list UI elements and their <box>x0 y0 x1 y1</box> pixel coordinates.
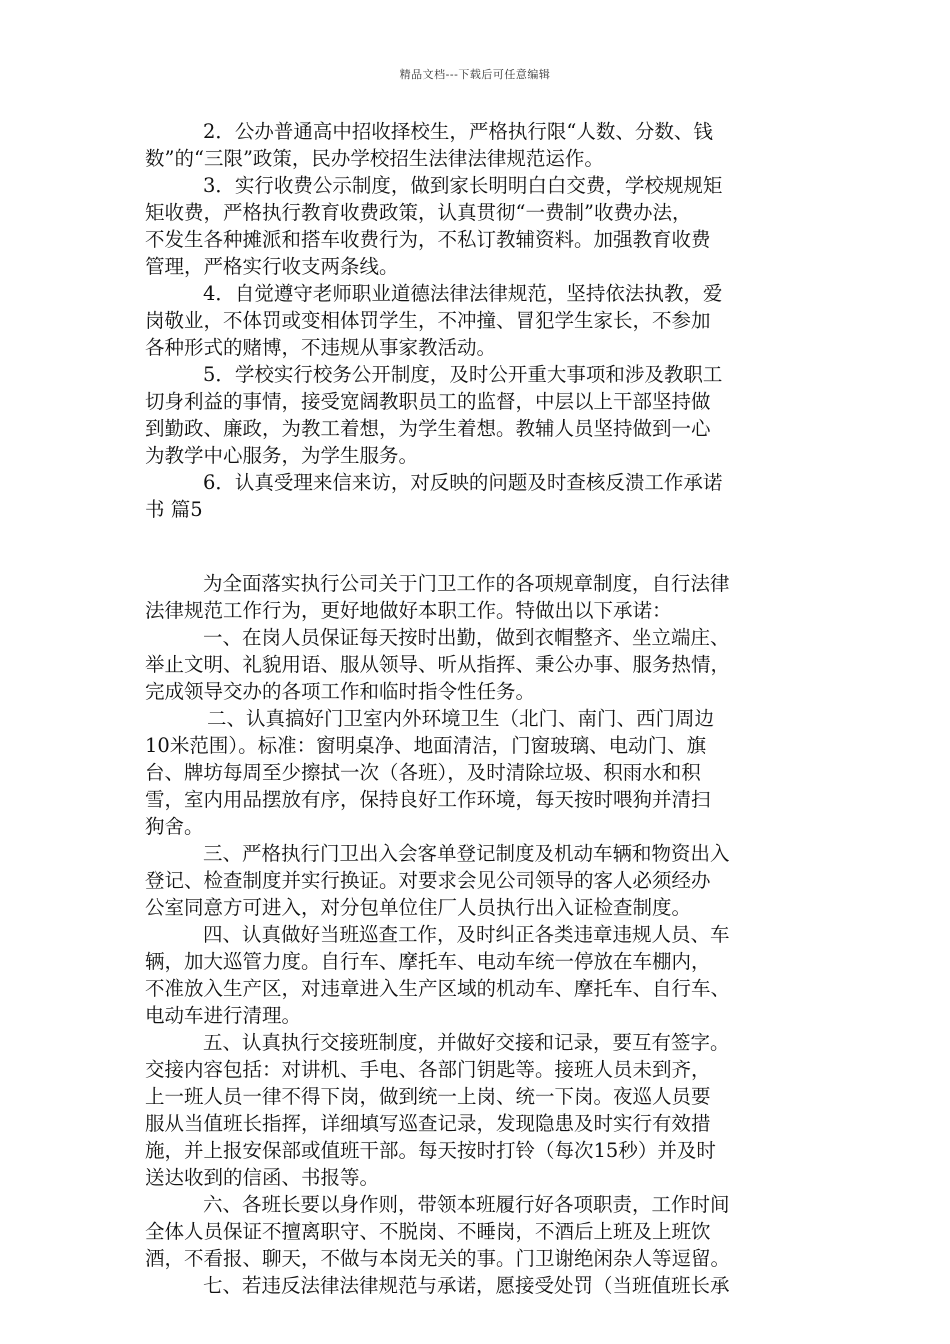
paragraph-line: 全体人员保证不擅离职守、不脱岗、不睡岗，不酒后上班及上班饮 <box>145 1220 711 1243</box>
paragraph-line: 狗舍。 <box>145 815 204 838</box>
paragraph-line: 法律规范工作行为，更好地做好本职工作。特做出以下承诺： <box>145 599 672 622</box>
paragraph-line: 服从当值班长指挥，详细填写巡查记录，发现隐患及时实行有效措 <box>145 1112 711 1135</box>
paragraph-line: 不准放入生产区，对违章进入生产区域的机动车、摩托车、自行车、 <box>145 977 731 1000</box>
paragraph-line: 二、认真搞好门卫室内外环境卫生（北门、南门、西门周边 <box>207 707 715 730</box>
page-header: 精品文档---下载后可任意编辑 <box>399 68 551 81</box>
paragraph-line: 不发生各种摊派和搭车收费行为，不私订教辅资料。加强教育收费 <box>145 228 711 251</box>
paragraph-line: 3．实行收费公示制度，做到家长明明白白交费，学校规规矩 <box>203 174 723 197</box>
paragraph-line: 数”的“三限”政策，民办学校招生法律法律规范运作。 <box>145 147 604 170</box>
paragraph-line: 辆，加大巡管力度。自行车、摩托车、电动车统一停放在车棚内， <box>145 950 711 973</box>
paragraph-line: 四、认真做好当班巡查工作，及时纠正各类违章违规人员、车 <box>203 923 730 946</box>
paragraph-line: 上一班人员一律不得下岗，做到统一上岗、统一下岗。夜巡人员要 <box>145 1085 711 1108</box>
paragraph-line: 10米范围）。标准：窗明桌净、地面清洁，门窗玻璃、电动门、旗 <box>145 734 707 757</box>
paragraph-line: 一、在岗人员保证每天按时出勤，做到衣帽整齐、坐立端庄、 <box>203 626 730 649</box>
paragraph-line: 书 篇5 <box>145 498 203 521</box>
paragraph-line: 为教学中心服务，为学生服务。 <box>145 444 419 467</box>
commitment-section-school <box>145 118 821 523</box>
paragraph-line: 酒，不看报、聊天，不做与本岗无关的事。门卫谢绝闲杂人等逗留。 <box>145 1247 731 1270</box>
paragraph-line: 为全面落实执行公司关于门卫工作的各项规章制度，自行法律 <box>203 572 730 595</box>
paragraph-line: 七、若违反法律法律规范与承诺，愿接受处罚（当班值班长承 <box>203 1274 730 1297</box>
paragraph-line: 5．学校实行校务公开制度，及时公开重大事项和涉及教职工 <box>203 363 723 386</box>
paragraph-line: 施，并上报安保部或值班干部。每天按时打铃（每次15秒）并及时 <box>145 1139 716 1162</box>
paragraph-line: 交接内容包括：对讲机、手电、各部门钥匙等。接班人员未到齐， <box>145 1058 711 1081</box>
paragraph-line: 管理，严格实行收支两条线。 <box>145 255 399 278</box>
paragraph-line: 完成领导交办的各项工作和临时指令性任务。 <box>145 680 536 703</box>
paragraph-line: 台、牌坊每周至少擦拭一次（各班），及时清除垃圾、积雨水和积 <box>145 761 701 784</box>
paragraph-line: 切身利益的事情，接受宽阔教职员工的监督，中层以上干部坚持做 <box>145 390 711 413</box>
paragraph-line: 登记、检查制度并实行换证。对要求会见公司领导的客人必须经办 <box>145 869 711 892</box>
paragraph-line: 五、认真执行交接班制度，并做好交接和记录，要互有签字。 <box>203 1031 730 1054</box>
commitment-section-gate <box>145 570 821 1299</box>
paragraph-line: 2．公办普通高中招收择校生，严格执行限“人数、分数、钱 <box>203 120 713 143</box>
paragraph-line: 各种形式的赌博，不违规从事家教活动。 <box>145 336 497 359</box>
paragraph-line: 6．认真受理来信来访，对反映的问题及时查核反溃工作承诺 <box>203 471 723 494</box>
paragraph-line: 4．自觉遵守老师职业道德法律法律规范，坚持依法执教，爱 <box>203 282 723 305</box>
paragraph-line: 电动车进行清理。 <box>145 1004 302 1027</box>
paragraph-line: 举止文明、礼貌用语、服从领导、听从指挥、秉公办事、服务热情， <box>145 653 731 676</box>
paragraph-line: 六、各班长要以身作则，带领本班履行好各项职责，工作时间 <box>203 1193 730 1216</box>
paragraph-line: 送达收到的信函、书报等。 <box>145 1166 380 1189</box>
paragraph-line: 公室同意方可进入，对分包单位住厂人员执行出入证检查制度。 <box>145 896 692 919</box>
paragraph-line: 岗敬业，不体罚或变相体罚学生，不冲撞、冒犯学生家长，不参加 <box>145 309 711 332</box>
paragraph-line: 到勤政、廉政，为教工着想，为学生着想。教辅人员坚持做到一心 <box>145 417 711 440</box>
paragraph-line: 三、严格执行门卫出入会客单登记制度及机动车辆和物资出入 <box>203 842 730 865</box>
paragraph-line: 雪，室内用品摆放有序，保持良好工作环境，每天按时喂狗并清扫 <box>145 788 711 811</box>
paragraph-line: 矩收费，严格执行教育收费政策，认真贯彻“一费制”收费办法， <box>145 201 692 224</box>
